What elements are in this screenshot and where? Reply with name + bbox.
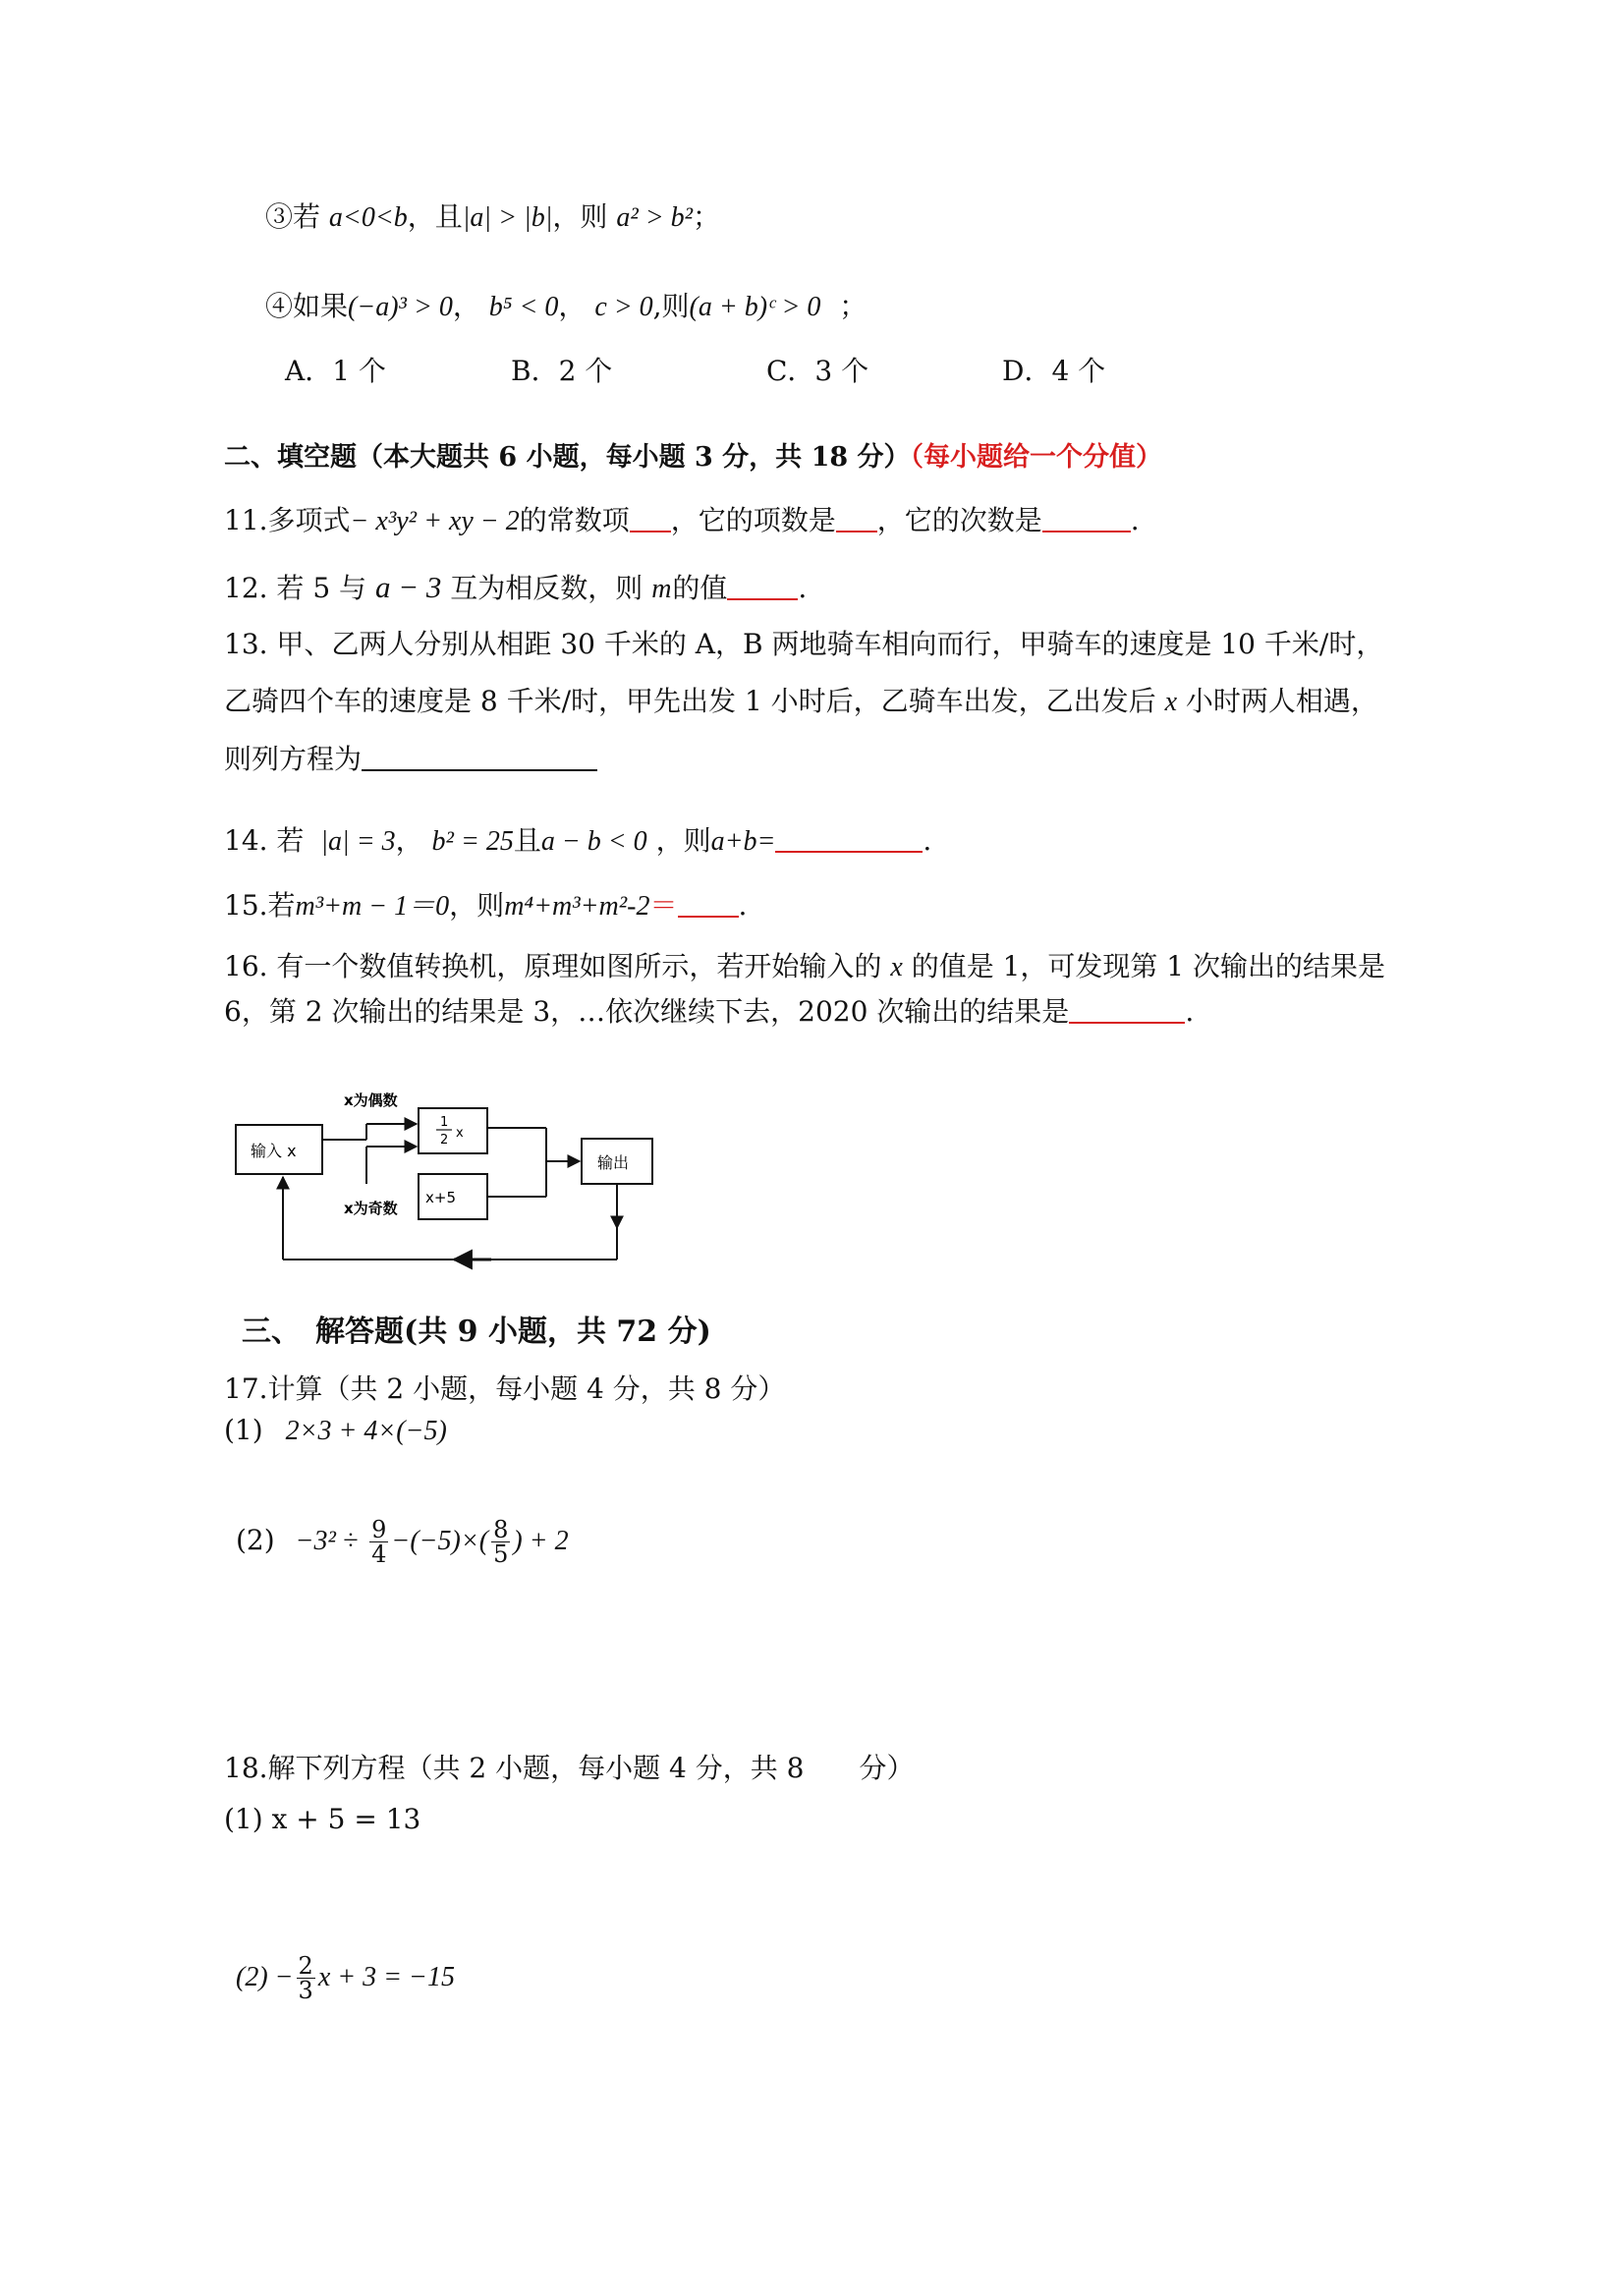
math: m <box>651 574 672 604</box>
plus5-label: x+5 <box>425 1189 456 1206</box>
q15 <box>224 888 747 924</box>
q12 <box>224 570 807 607</box>
math: |a| = 3 <box>320 826 396 857</box>
numerator: 8 <box>493 1516 509 1543</box>
q17-title: 17.计算（共 2 小题，每小题 4 分，共 8 分） <box>224 1372 786 1405</box>
text: ； <box>693 200 721 233</box>
even-label: x为偶数 <box>344 1092 398 1109</box>
half-den: 2 <box>440 1133 449 1148</box>
math: − x³y² + xy − 2 <box>350 506 520 536</box>
q13-line2 <box>224 684 1378 720</box>
q16-line1 <box>224 949 1385 985</box>
part-label: (1) <box>224 1414 263 1446</box>
q10-item3 <box>265 199 720 236</box>
math: x <box>1164 687 1178 717</box>
math: a − b < 0 <box>540 826 647 857</box>
section3-heading: 三、 解答题(共 9 小题，共 72 分) <box>242 1315 711 1349</box>
math: a² > b² <box>616 202 694 233</box>
math: |a| > |b| <box>462 202 553 233</box>
math: m⁴+m³+m²-2 <box>504 891 650 922</box>
q10-option-d: D．4 个 <box>1002 355 1106 387</box>
math: a<0<b <box>328 202 408 233</box>
q16-line2 <box>224 994 1194 1030</box>
math: ) + 2 <box>513 1526 569 1556</box>
q18-title: 18.解下列方程（共 2 小题，每小题 4 分，共 8 分） <box>224 1752 915 1784</box>
denominator: 5 <box>493 1540 509 1568</box>
answer-blank <box>1042 505 1131 532</box>
math: (−a)³ > 0 <box>348 292 453 322</box>
half-box <box>419 1108 487 1153</box>
text: 16. 有一个数值转换机，原理如图所示，若开始输入的 <box>224 950 882 982</box>
text: 乙骑四个车的速度是 8 千米/时，甲先出发 1 小时后，乙骑车出发，乙出发后 <box>224 685 1156 717</box>
q14: 14. 若 |a| = 3， b² = 25且a − b < 0 ，则a+b= . <box>224 824 932 857</box>
text: ④如果 <box>265 290 349 322</box>
denominator: 3 <box>298 1977 313 2004</box>
section-note: （每小题给一个分值） <box>910 442 1163 473</box>
q10-option-c: C．3 个 <box>766 355 869 387</box>
math: −3² ÷ <box>295 1526 359 1556</box>
half-num: 1 <box>440 1115 449 1130</box>
text: 15.若 <box>224 889 296 922</box>
answer-blank <box>1069 996 1185 1024</box>
text: ； <box>839 290 867 322</box>
number-converter-flowchart <box>226 1091 678 1272</box>
text: ，它的项数是 <box>670 504 836 536</box>
math: x + 3 = −15 <box>317 1962 455 1992</box>
q10-item4: ④如果(−a)³ > 0， b⁵ < 0， c > 0,则(a + b)ᶜ > 0 ； <box>265 290 867 322</box>
half-var: x <box>456 1126 464 1141</box>
fraction <box>491 1518 510 1566</box>
text: . <box>1185 995 1195 1028</box>
math: a − 3 <box>374 570 442 604</box>
text: ，它的次数是 <box>876 504 1042 536</box>
answer-blank <box>727 573 798 600</box>
text: 6，第 2 次输出的结果是 3，…依次继续下去，2020 次输出的结果是 <box>224 995 1070 1028</box>
answer-blank <box>836 505 877 532</box>
input-label: 输入 x <box>251 1142 297 1160</box>
text: 11.多项式 <box>224 504 351 536</box>
odd-label: x为奇数 <box>344 1200 398 1217</box>
text: 的值 <box>672 572 728 604</box>
fraction <box>297 1954 315 2002</box>
text: . <box>798 572 808 604</box>
math: (2) − <box>236 1962 294 1992</box>
text: . <box>1130 504 1140 536</box>
text: 则列方程为 <box>224 743 363 775</box>
text: ，则 <box>552 200 608 233</box>
math: x <box>890 952 903 982</box>
text: . <box>923 824 932 857</box>
numerator: 2 <box>298 1952 313 1980</box>
math: m³+m − 1＝0 <box>295 891 450 922</box>
text: ,则 <box>652 290 690 322</box>
text: . <box>738 889 748 922</box>
text: ＝ <box>649 889 678 922</box>
math: b² = 25 <box>431 826 514 857</box>
text: 且 <box>513 824 541 857</box>
q10-option-b: B．2 个 <box>511 355 613 387</box>
q13-line3 <box>224 742 597 777</box>
text: ，且 <box>407 200 463 233</box>
math: −(−5)×( <box>391 1526 489 1556</box>
text: 的值是 1，可发现第 1 次输出的结果是 <box>911 950 1386 982</box>
output-label: 输出 <box>597 1153 630 1172</box>
math: c > 0 <box>594 292 653 322</box>
text: 小时两人相遇， <box>1185 685 1378 717</box>
q10-option-a: A．1 个 <box>285 355 386 387</box>
answer-blank <box>678 890 739 918</box>
answer-blank <box>362 744 597 771</box>
numerator: 9 <box>371 1516 387 1543</box>
math: a+b= <box>710 826 776 857</box>
math: 2×3 + 4×(−5) <box>285 1416 447 1446</box>
text: 的常数项 <box>519 504 630 536</box>
q18-part2 <box>236 1945 455 2009</box>
q17-part1 <box>224 1413 447 1449</box>
text: 14. 若 <box>224 824 305 857</box>
q13-line1: 13. 甲、乙两人分别从相距 30 千米的 A，B 两地骑车相向而行，甲骑车的速度是 10 千米/时， <box>224 628 1384 660</box>
answer-blank <box>630 505 671 532</box>
text: 12. 若 5 与 <box>224 572 367 604</box>
part-label: (2) <box>236 1524 275 1556</box>
answer-blank <box>775 825 923 853</box>
text: 互为相反数，则 <box>450 572 644 604</box>
section-title: 二、填空题（本大题共 6 小题，每小题 3 分，共 18 分） <box>224 442 911 473</box>
fraction <box>369 1518 388 1566</box>
text: ，则 <box>655 824 711 857</box>
section2-heading <box>224 440 1162 476</box>
text: ③若 <box>265 200 321 233</box>
math: b⁵ < 0 <box>488 292 559 322</box>
denominator: 4 <box>371 1540 387 1568</box>
q11 <box>224 503 1140 539</box>
q18-part1: (1) x + 5 = 13 <box>224 1803 421 1835</box>
math: (a + b)ᶜ > 0 <box>689 292 821 322</box>
text: ，则 <box>449 889 505 922</box>
q17-part2 <box>236 1511 569 1571</box>
